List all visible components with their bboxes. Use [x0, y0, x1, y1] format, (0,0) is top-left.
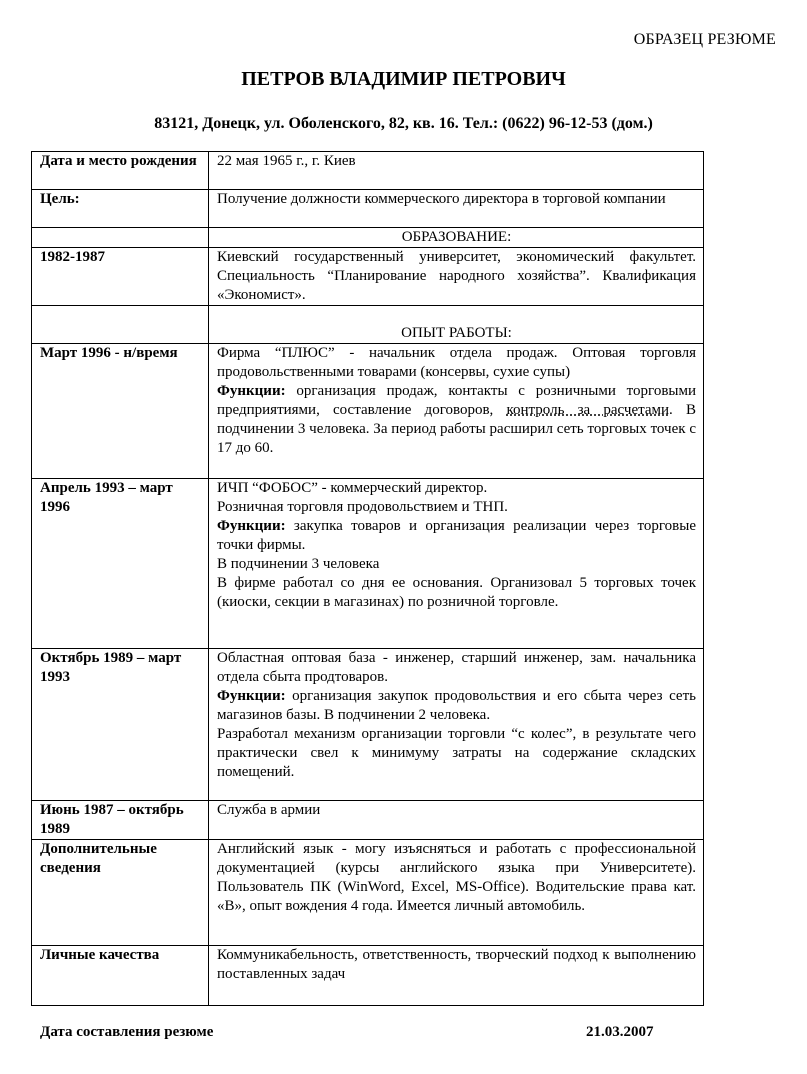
- job2-line3: В подчинении 3 человека: [217, 556, 380, 572]
- footer-date-label: Дата составления резюме: [40, 1024, 214, 1040]
- table-row: [32, 801, 704, 840]
- contact-line: 83121, Донецк, ул. Оболенского, 82, кв. 16. Тел.: (0622) 96-12-53 (дом.): [154, 115, 653, 132]
- education-heading: ОБРАЗОВАНИЕ:: [209, 228, 704, 248]
- job3-line1: Областная оптовая база - инженер, старший инженер, зам. начальника отдела сбыта продтоваров.: [217, 650, 696, 685]
- job2-period: Апрель 1993 – март 1996: [32, 479, 209, 649]
- experience-heading: ОПЫТ РАБОТЫ:: [209, 306, 704, 344]
- education-label-empty: [32, 228, 209, 248]
- job1-functions-underlined: контроль за расчетами: [506, 402, 670, 418]
- army-period: Июнь 1987 – октябрь 1989: [32, 801, 209, 840]
- additional-value: Английский язык - могу изъясняться и работать с профессиональной документацией (курсы английского языка при Университете). Пользователь ПК (WinWord, Excel, MS-Office). Водительские права кат. «В», опыт вождения 4 года. Имеется личный автомобиль.: [209, 840, 704, 946]
- experience-label-empty: [32, 306, 209, 344]
- personal-value: Коммуникабельность, ответственность, творческий подход к выполнению поставленных задач: [209, 946, 704, 1006]
- table-row: [32, 152, 704, 190]
- birth-value: 22 мая 1965 г., г. Киев: [209, 152, 704, 190]
- birth-label: Дата и место рождения: [32, 152, 209, 190]
- army-value: Служба в армии: [209, 801, 704, 840]
- job1-functions-a: организация продаж, контакты с розничными торговыми предприятиями, составление договоров,: [217, 383, 696, 418]
- table-row: [32, 228, 704, 248]
- job3-period: Октябрь 1989 – март 1993: [32, 649, 209, 801]
- job2-value: [209, 479, 704, 649]
- footer-date-value: 21.03.2007: [586, 1024, 654, 1040]
- sample-label: ОБРАЗЕЦ РЕЗЮМЕ: [633, 31, 776, 48]
- job1-period: Март 1996 - н/время: [32, 344, 209, 479]
- table-row: [32, 946, 704, 1006]
- additional-label: Дополнительные сведения: [32, 840, 209, 946]
- table-row: [32, 190, 704, 228]
- table-row: [32, 649, 704, 801]
- resume-table: [31, 151, 704, 1006]
- personal-label: Личные качества: [32, 946, 209, 1006]
- job3-functions-text: организация закупок продовольствия и его сбыта через сеть магазинов базы. В подчинении 2 человека.: [217, 688, 696, 723]
- education-value: Киевский государственный университет, экономический факультет. Специальность “Планирование народного хозяйства”. Квалификация «Экономист».: [209, 248, 704, 306]
- goal-value: Получение должности коммерческого директора в торговой компании: [209, 190, 704, 228]
- job1-functions-b: . В подчинении 3 человека. За период работы расширил сеть торговых точек с 17 до 60.: [217, 402, 696, 456]
- job2-line1: ИЧП “ФОБОС” - коммерческий директор.: [217, 480, 488, 496]
- candidate-name: ПЕТРОВ ВЛАДИМИР ПЕТРОВИЧ: [241, 68, 566, 90]
- job1-functions-label: Функции:: [217, 383, 286, 399]
- job1-functions: [217, 382, 696, 458]
- job2-line2: Розничная торговля продовольствием и ТНП.: [217, 499, 508, 515]
- job1-value: [209, 344, 704, 479]
- job2-functions: [217, 517, 696, 555]
- education-period: 1982-1987: [32, 248, 209, 306]
- job3-functions: [217, 687, 696, 725]
- job2-line4: В фирме работал со дня ее основания. Организовал 5 торговых точек (киоски, секции в магазинах) по розничной торговле.: [217, 575, 696, 610]
- job2-functions-text: закупка товаров и организация реализации через торговые точки фирмы.: [217, 518, 696, 553]
- goal-label: Цель:: [32, 190, 209, 228]
- table-row: [32, 479, 704, 649]
- job1-line1: Фирма “ПЛЮС” - начальник отдела продаж. Оптовая торговля продовольственными товарами (консервы, сухие супы): [217, 345, 696, 380]
- job3-functions-label: Функции:: [217, 688, 286, 704]
- table-row: [32, 306, 704, 344]
- table-row: [32, 840, 704, 946]
- job2-functions-label: Функции:: [217, 518, 286, 534]
- table-row: [32, 248, 704, 306]
- job3-value: [209, 649, 704, 801]
- job3-line2: Разработал механизм организации торговли “с колес”, в результате чего практически свел к минимуму затраты на содержание складских помещений.: [217, 726, 696, 780]
- table-row: [32, 344, 704, 479]
